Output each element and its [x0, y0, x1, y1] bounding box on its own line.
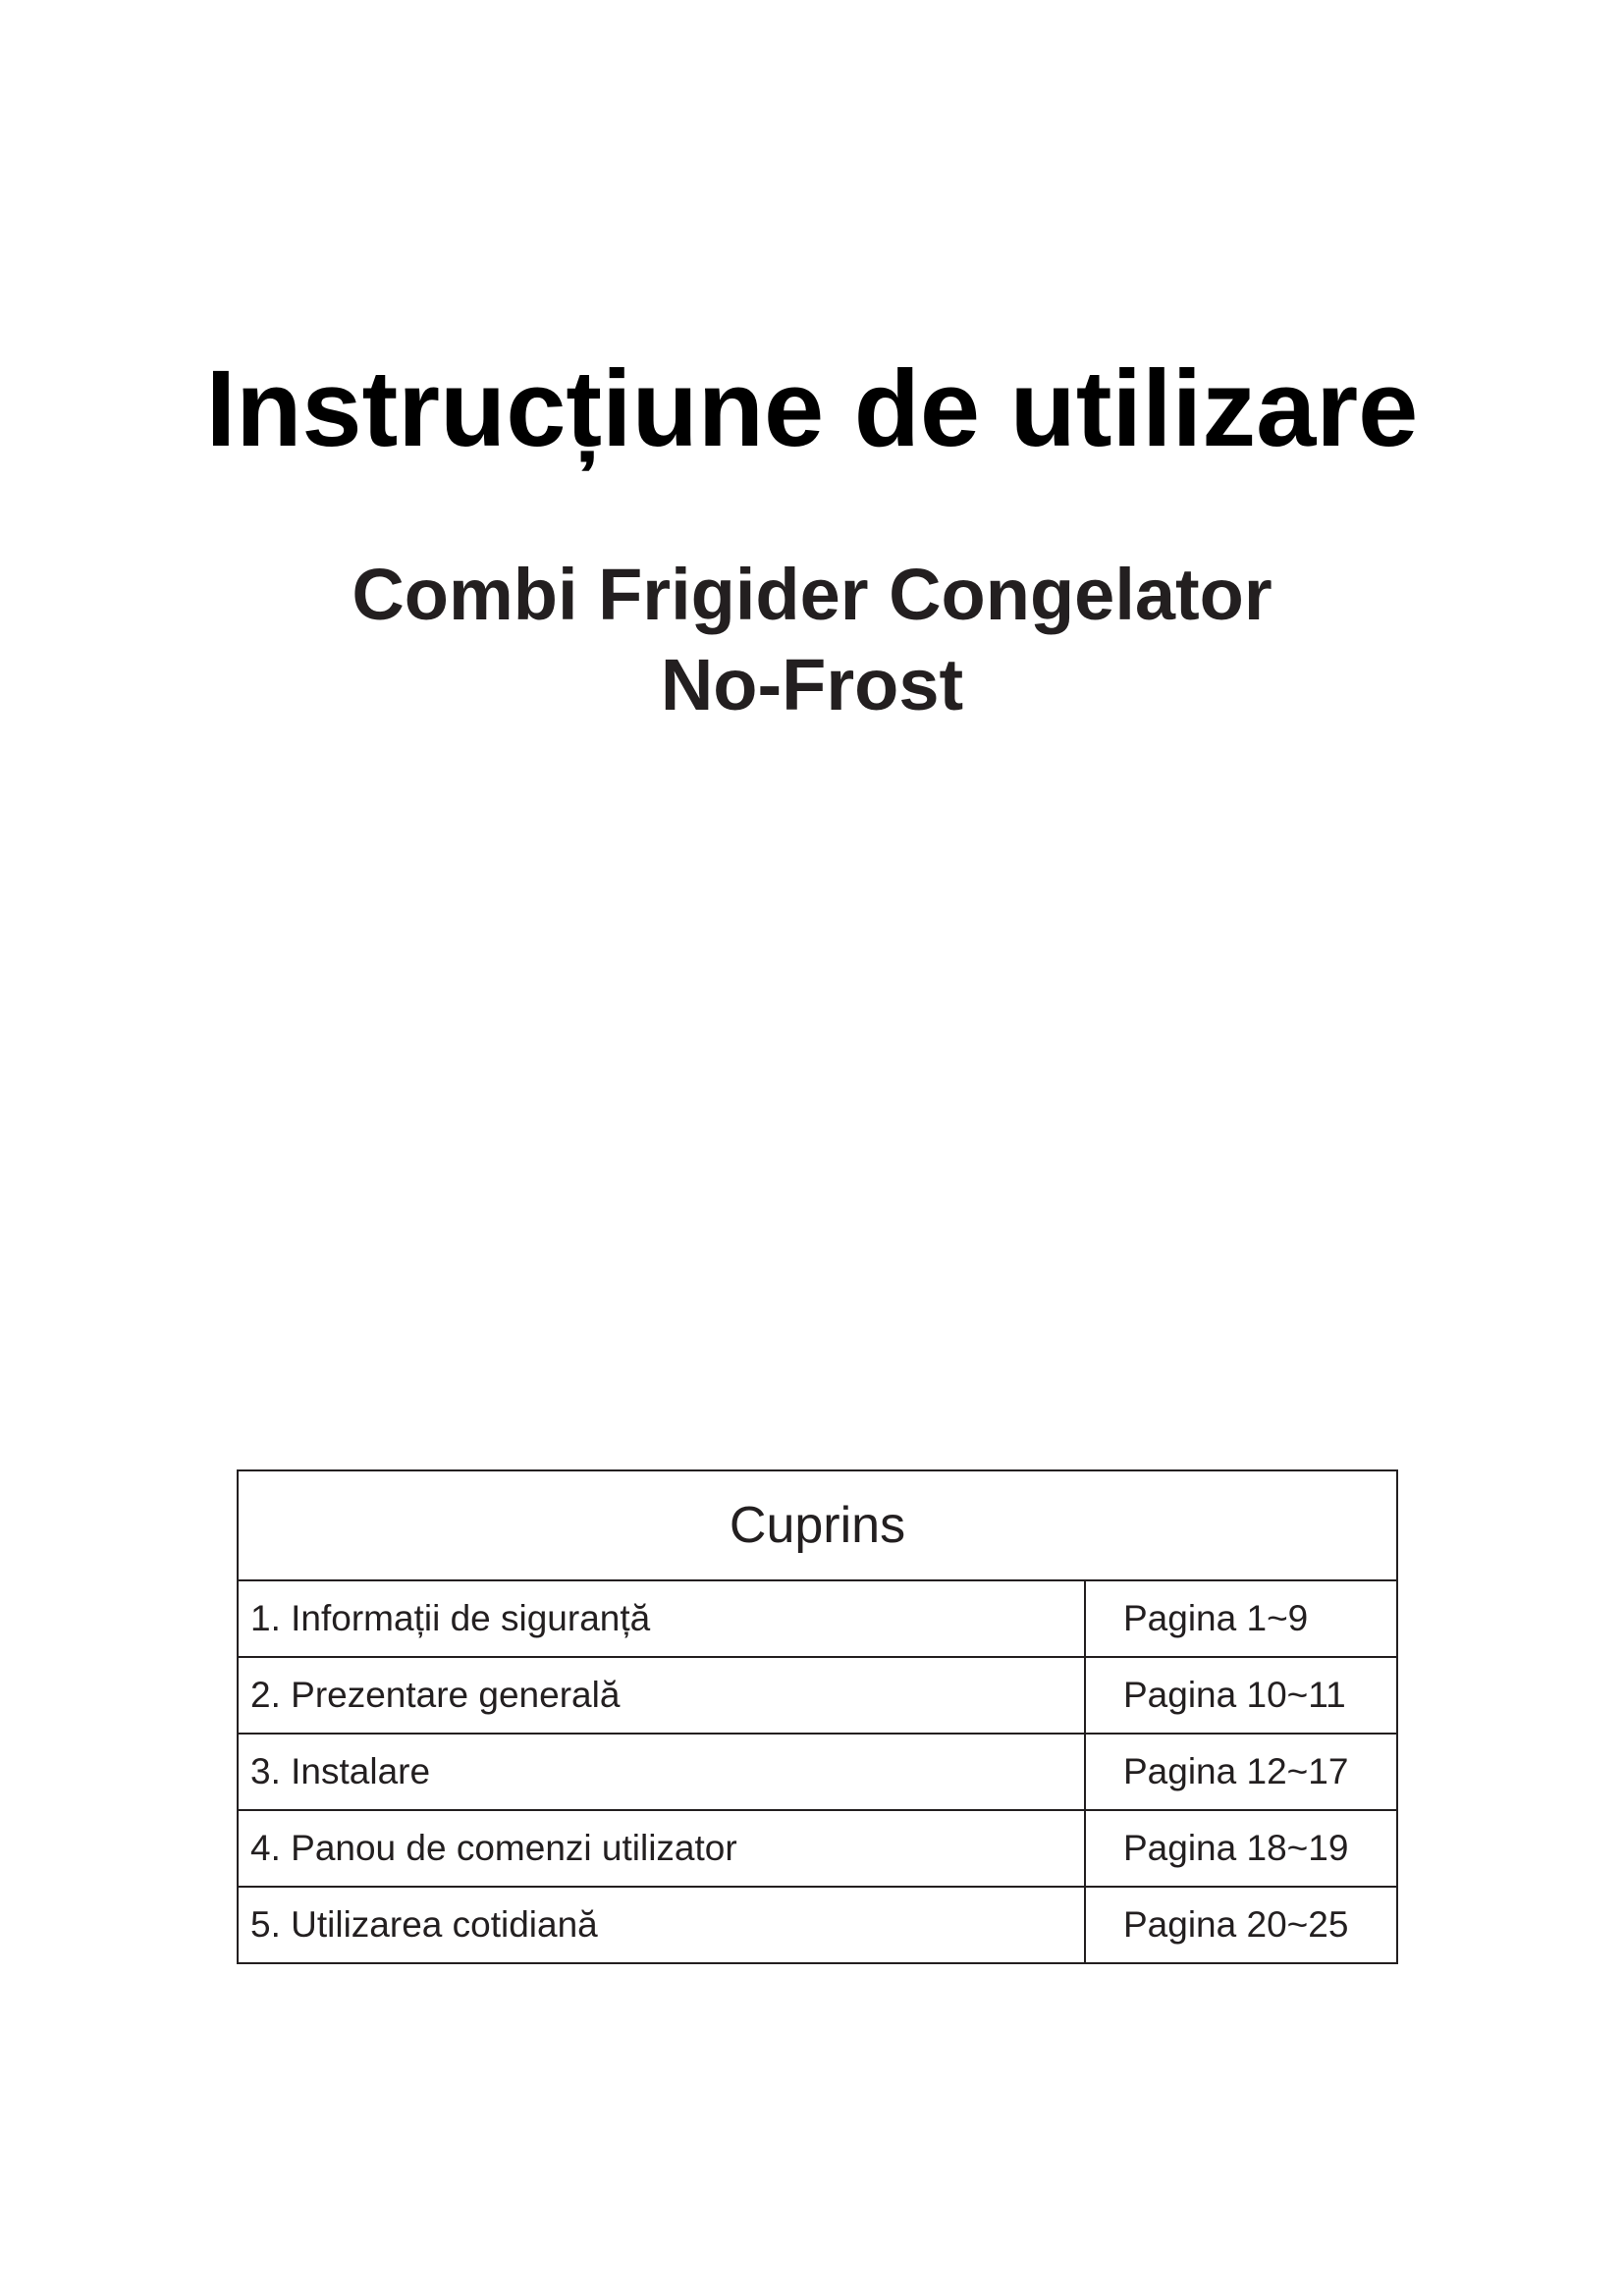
table-of-contents: [237, 1469, 1398, 1964]
table-row: [238, 1734, 1397, 1810]
toc-section-title: 1. Informații de siguranță: [238, 1580, 1085, 1657]
toc-page-range: Pagina 1~9: [1085, 1580, 1397, 1657]
toc-heading-row: [238, 1470, 1397, 1580]
subtitle-line-2: No-Frost: [660, 644, 964, 725]
table-row: [238, 1657, 1397, 1734]
table-row: [238, 1580, 1397, 1657]
toc-section-title: 3. Instalare: [238, 1734, 1085, 1810]
toc-section-title: 5. Utilizarea cotidiană: [238, 1887, 1085, 1963]
toc-page-range: Pagina 10~11: [1085, 1657, 1397, 1734]
toc-section-title: 4. Panou de comenzi utilizator: [238, 1810, 1085, 1887]
table-row: [238, 1887, 1397, 1963]
toc-page-range: Pagina 18~19: [1085, 1810, 1397, 1887]
document-title: Instrucțiune de utilizare: [205, 348, 1419, 469]
table-row: [238, 1810, 1397, 1887]
toc-section-title: 2. Prezentare generală: [238, 1657, 1085, 1734]
toc-heading: Cuprins: [238, 1470, 1397, 1580]
toc-page-range: Pagina 20~25: [1085, 1887, 1397, 1963]
toc-page-range: Pagina 12~17: [1085, 1734, 1397, 1810]
subtitle-line-1: Combi Frigider Congelator: [352, 554, 1272, 635]
